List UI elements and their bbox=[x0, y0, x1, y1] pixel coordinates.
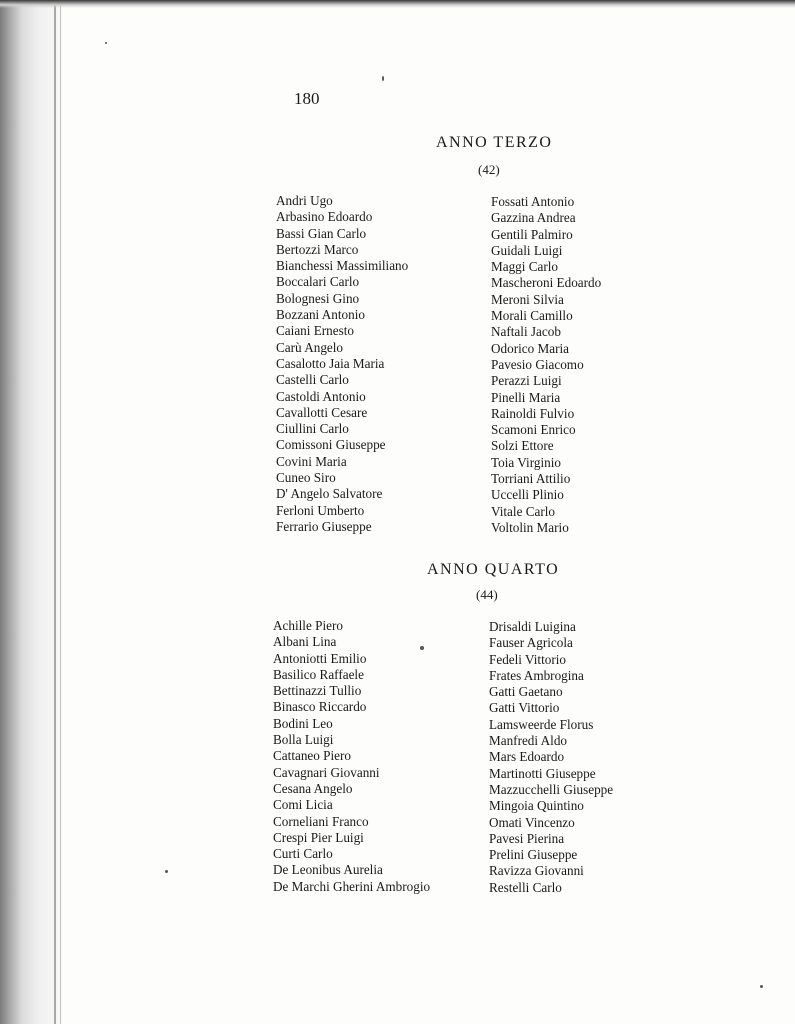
student-name: Cattaneo Piero bbox=[273, 748, 352, 764]
student-name: Andri Ugo bbox=[276, 193, 333, 208]
student-name: Rainoldi Fulvio bbox=[491, 405, 575, 421]
student-name: Cuneo Siro bbox=[276, 470, 336, 486]
student-name: Meroni Silvia bbox=[491, 291, 564, 307]
student-name: Ciullini Carlo bbox=[276, 421, 349, 437]
student-name: Martinotti Giuseppe bbox=[489, 765, 596, 781]
student-name: Guidali Luigi bbox=[491, 242, 563, 258]
scan-speck bbox=[105, 42, 107, 44]
student-name: Solzi Ettore bbox=[491, 438, 554, 454]
student-name: Fossati Antonio bbox=[491, 194, 575, 209]
student-name: Cavallotti Cesare bbox=[276, 404, 368, 420]
student-name: Fauser Agricola bbox=[489, 635, 573, 651]
student-name: Bertozzi Marco bbox=[276, 241, 359, 257]
student-name: Bolla Luigi bbox=[273, 732, 334, 748]
student-name: Corneliani Franco bbox=[273, 813, 369, 829]
student-name: De Marchi Gherini Ambrogio bbox=[273, 878, 431, 894]
student-name: Maggi Carlo bbox=[491, 259, 559, 275]
student-name: Arbasino Edoardo bbox=[276, 209, 373, 225]
student-name: Prelini Giuseppe bbox=[489, 847, 578, 863]
student-name: Ravizza Giovanni bbox=[489, 863, 584, 879]
student-name: Albani Lina bbox=[273, 634, 337, 650]
student-name: Gazzina Andrea bbox=[491, 210, 576, 226]
section-title-anno-quarto: ANNO QUARTO bbox=[427, 561, 560, 578]
student-name: Naftali Jacob bbox=[491, 324, 561, 340]
student-list-anno-terzo-left bbox=[276, 193, 408, 535]
student-name: Vitale Carlo bbox=[491, 503, 556, 519]
student-name: Gentili Palmiro bbox=[491, 226, 573, 242]
student-name: Gatti Gaetano bbox=[489, 684, 563, 700]
student-name: Ferrario Giuseppe bbox=[276, 518, 372, 534]
student-name: Mars Edoardo bbox=[489, 749, 565, 765]
student-name: Caiani Ernesto bbox=[276, 323, 355, 339]
student-name: Curti Carlo bbox=[273, 846, 333, 862]
section-count-anno-terzo: (42) bbox=[478, 162, 500, 177]
student-list-anno-quarto-right bbox=[489, 619, 613, 896]
student-name: Carù Angelo bbox=[276, 339, 344, 355]
student-name: Cesana Angelo bbox=[273, 780, 353, 796]
student-name: Manfredi Aldo bbox=[489, 733, 568, 749]
student-name: Toia Virginio bbox=[491, 454, 561, 470]
student-name: Castelli Carlo bbox=[276, 372, 349, 388]
student-name: Drisaldi Luigina bbox=[489, 619, 576, 634]
student-name: Bassi Gian Carlo bbox=[276, 225, 367, 241]
binding-edge-line bbox=[54, 0, 56, 1024]
scan-speck bbox=[760, 985, 763, 988]
student-name: Omati Vincenzo bbox=[489, 814, 575, 830]
page-number: 180 bbox=[294, 89, 320, 108]
student-name: Boccalari Carlo bbox=[276, 274, 360, 290]
student-name: Restelli Carlo bbox=[489, 879, 562, 895]
student-name: Mascheroni Edoardo bbox=[491, 275, 602, 291]
scan-speck bbox=[382, 76, 384, 81]
student-list-anno-quarto-left bbox=[273, 618, 430, 895]
student-name: Ferloni Umberto bbox=[276, 502, 365, 518]
book-binding-shadow bbox=[0, 0, 62, 1024]
student-name: Casalotto Jaia Maria bbox=[276, 355, 385, 371]
student-name: De Leonibus Aurelia bbox=[273, 862, 383, 878]
student-list-anno-terzo-right bbox=[491, 194, 601, 536]
student-name: Odorico Maria bbox=[491, 340, 569, 356]
scan-speck bbox=[165, 870, 168, 873]
binding-edge-line-inner bbox=[60, 0, 61, 1024]
student-name: Pavesio Giacomo bbox=[491, 356, 584, 372]
student-name: Lamsweerde Florus bbox=[489, 716, 594, 732]
student-name: Mazzucchelli Giuseppe bbox=[489, 781, 614, 797]
student-name: Perazzi Luigi bbox=[491, 373, 562, 389]
scan-speck bbox=[420, 646, 424, 650]
student-name: Bodini Leo bbox=[273, 715, 333, 731]
student-name: D' Angelo Salvatore bbox=[276, 486, 383, 502]
student-name: Binasco Riccardo bbox=[273, 699, 367, 715]
student-name: Morali Camillo bbox=[491, 308, 573, 324]
student-name: Scamoni Enrico bbox=[491, 422, 576, 438]
student-name: Bettinazzi Tullio bbox=[273, 683, 362, 699]
student-name: Covini Maria bbox=[276, 453, 347, 469]
student-name: Comi Licia bbox=[273, 797, 333, 813]
student-name: Pavesi Pierina bbox=[489, 830, 565, 846]
student-name: Achille Piero bbox=[273, 618, 343, 633]
student-name: Torriani Attilio bbox=[491, 471, 571, 487]
student-name: Uccelli Plinio bbox=[491, 487, 564, 503]
section-title-anno-terzo: ANNO TERZO bbox=[436, 134, 553, 151]
page-top-edge bbox=[0, 0, 795, 8]
student-name: Comissoni Giuseppe bbox=[276, 437, 386, 453]
student-name: Bozzani Antonio bbox=[276, 307, 366, 323]
student-name: Bolognesi Gino bbox=[276, 290, 360, 306]
student-name: Fedeli Vittorio bbox=[489, 651, 566, 667]
student-name: Crespi Pier Luigi bbox=[273, 829, 364, 845]
student-name: Mingoia Quintino bbox=[489, 798, 584, 814]
section-count-anno-quarto: (44) bbox=[476, 587, 498, 602]
student-name: Gatti Vittorio bbox=[489, 700, 560, 716]
student-name: Bianchessi Massimiliano bbox=[276, 258, 409, 274]
student-name: Pinelli Maria bbox=[491, 389, 561, 405]
student-name: Antoniotti Emilio bbox=[273, 650, 367, 666]
student-name: Voltolin Mario bbox=[491, 519, 569, 535]
student-name: Cavagnari Giovanni bbox=[273, 764, 380, 780]
student-name: Basilico Raffaele bbox=[273, 666, 364, 682]
student-name: Frates Ambrogina bbox=[489, 667, 584, 683]
student-name: Castoldi Antonio bbox=[276, 388, 366, 404]
